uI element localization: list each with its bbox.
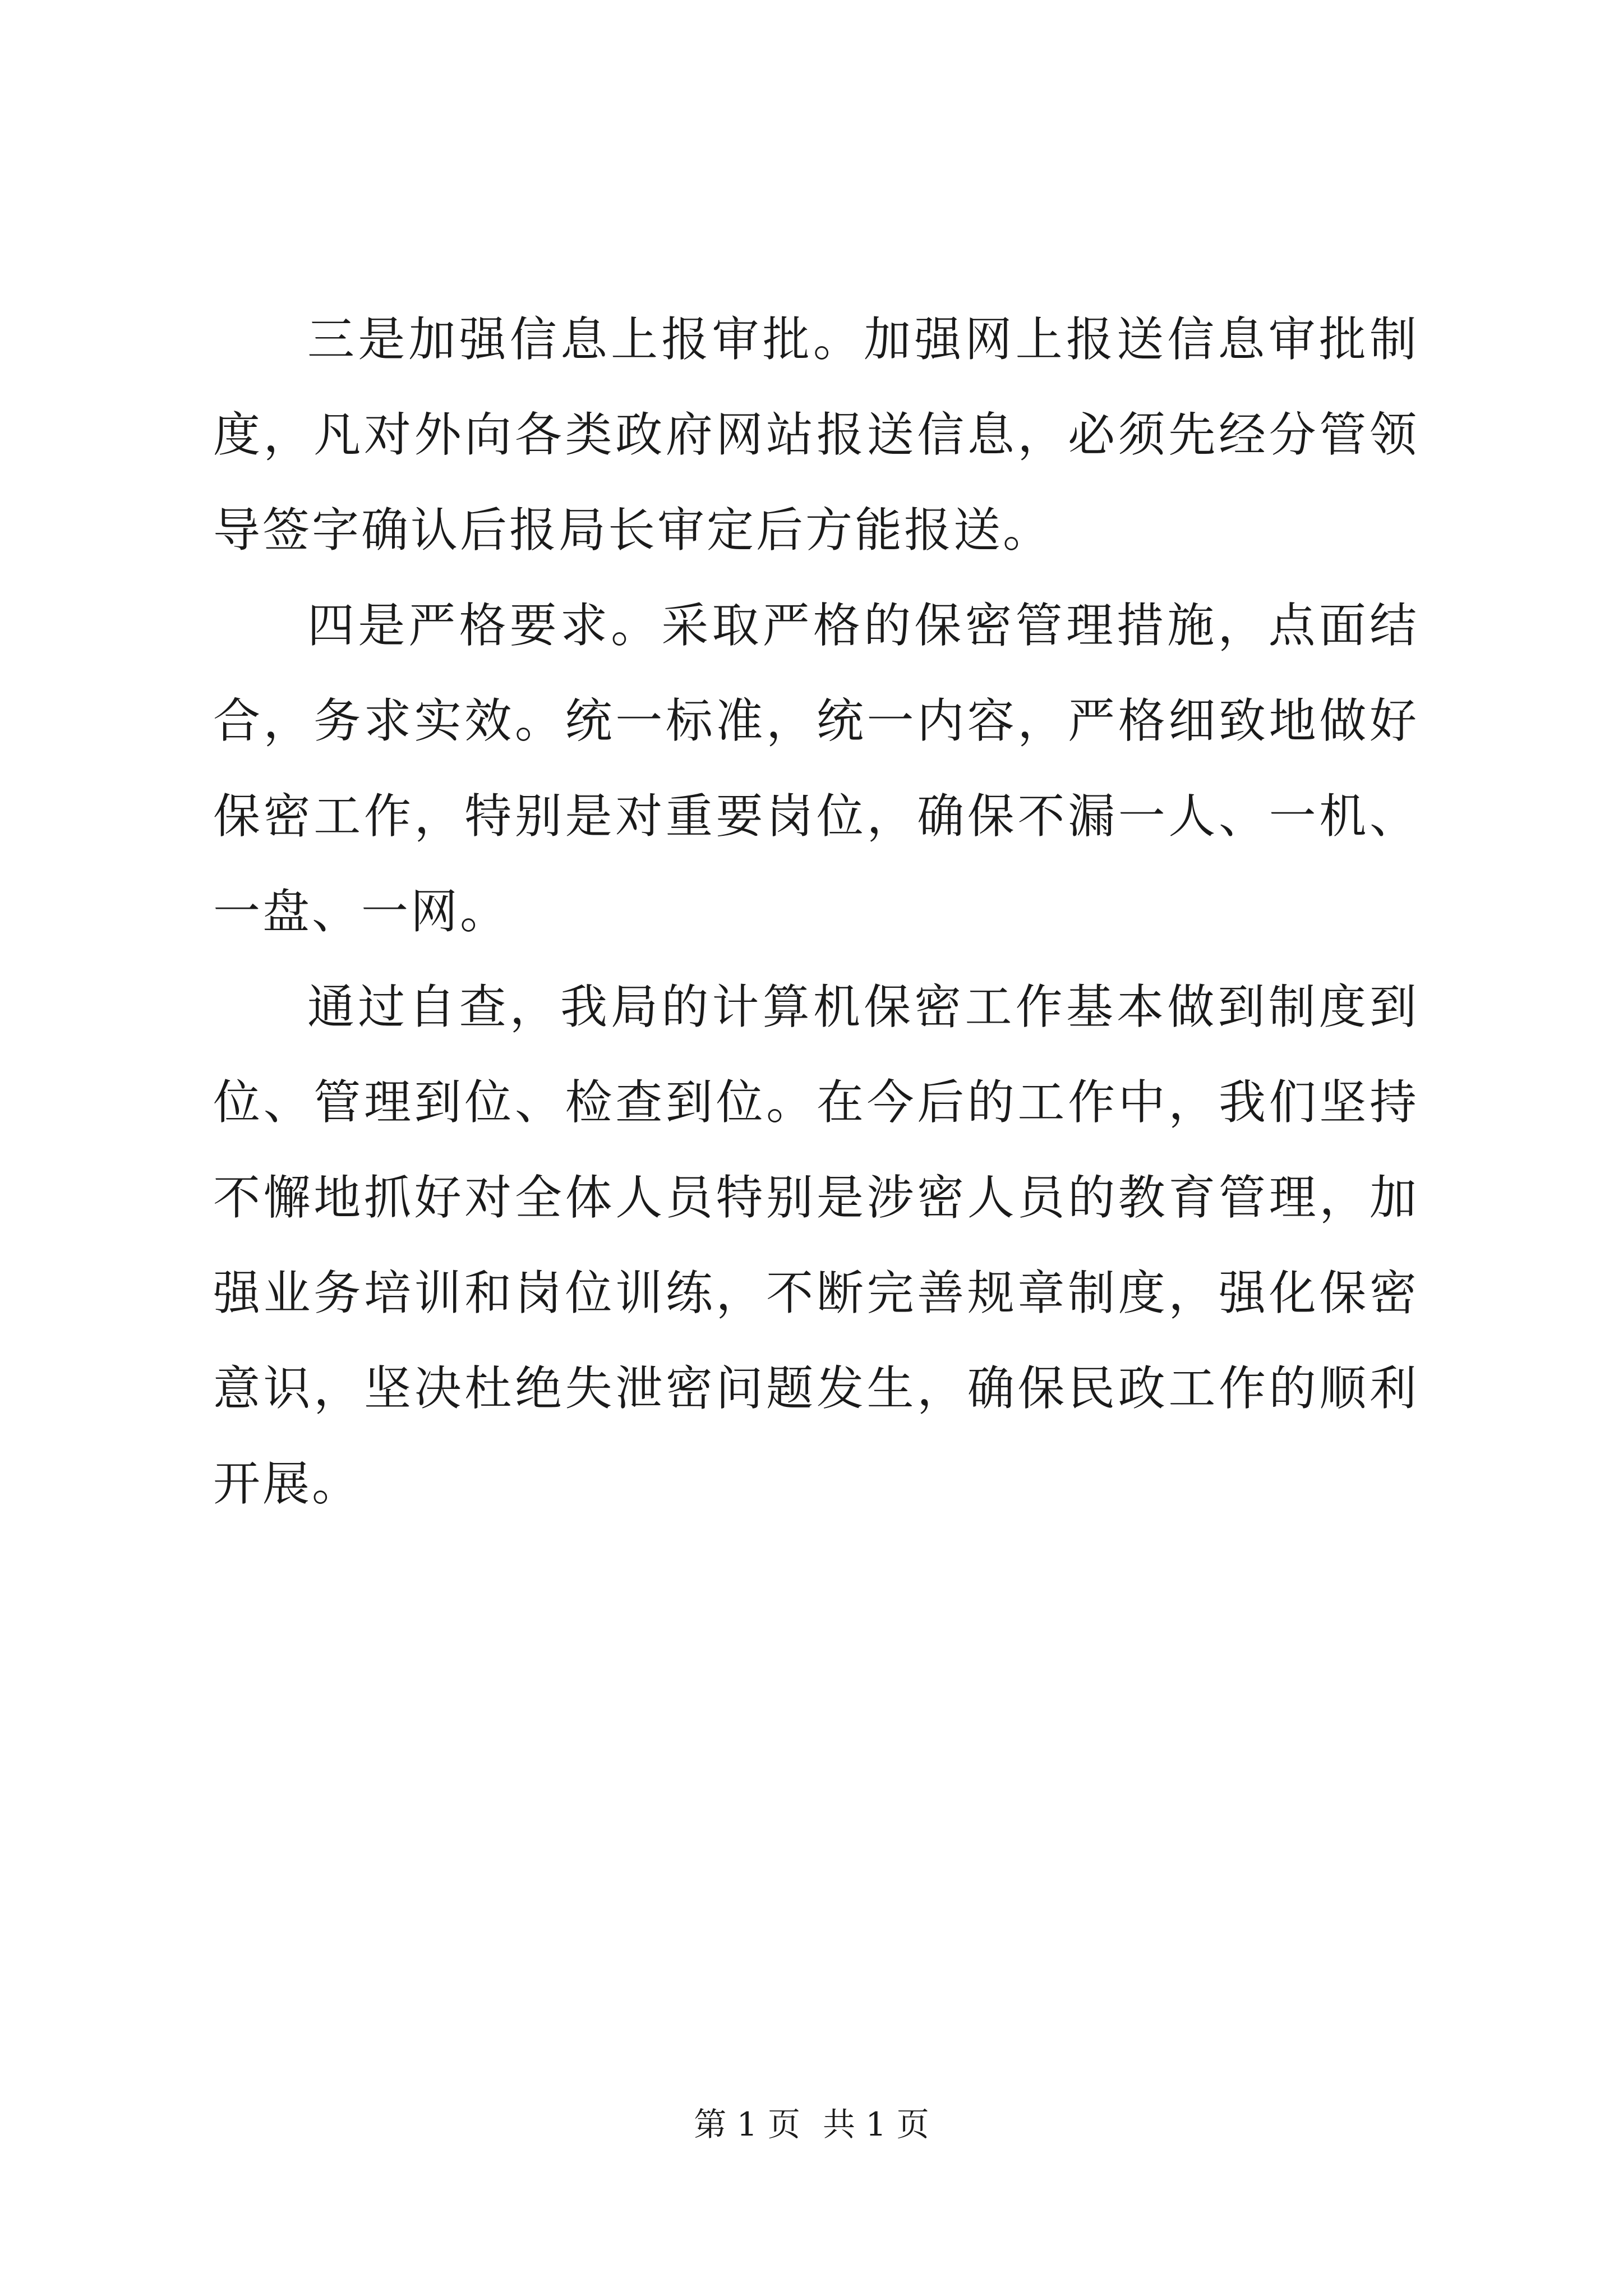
paragraph-conclusion: 通过自查，我局的计算机保密工作基本做到制度到位、管理到位、检查到位。在今后的工作中，我们坚持不懈地抓好对全体人员特别是涉密人员的教育管理，加强业务培训和岗位训练，不断完善规章制度，强化保密意识，坚决杜绝失泄密问题发生，确保民政工作的顺利开展。 — [213, 979, 1419, 1511]
page-number: 第 1 页 — [694, 2105, 800, 2143]
page-footer — [0, 2098, 1623, 2145]
page-total: 共 1 页 — [823, 2105, 929, 2143]
paragraph-information-approval: 三是加强信息上报审批。加强网上报送信息审批制度，凡对外向各类政府网站报送信息，必须先经分管领导签字确认后报局长审定后方能报送。 — [213, 312, 1419, 558]
document-body — [213, 292, 1419, 1531]
paragraph-strict-requirements: 四是严格要求。采取严格的保密管理措施，点面结合，务求实效。统一标准，统一内容，严格细致地做好保密工作，特别是对重要岗位，确保不漏一人、一机、一盘、一网。 — [213, 598, 1419, 939]
